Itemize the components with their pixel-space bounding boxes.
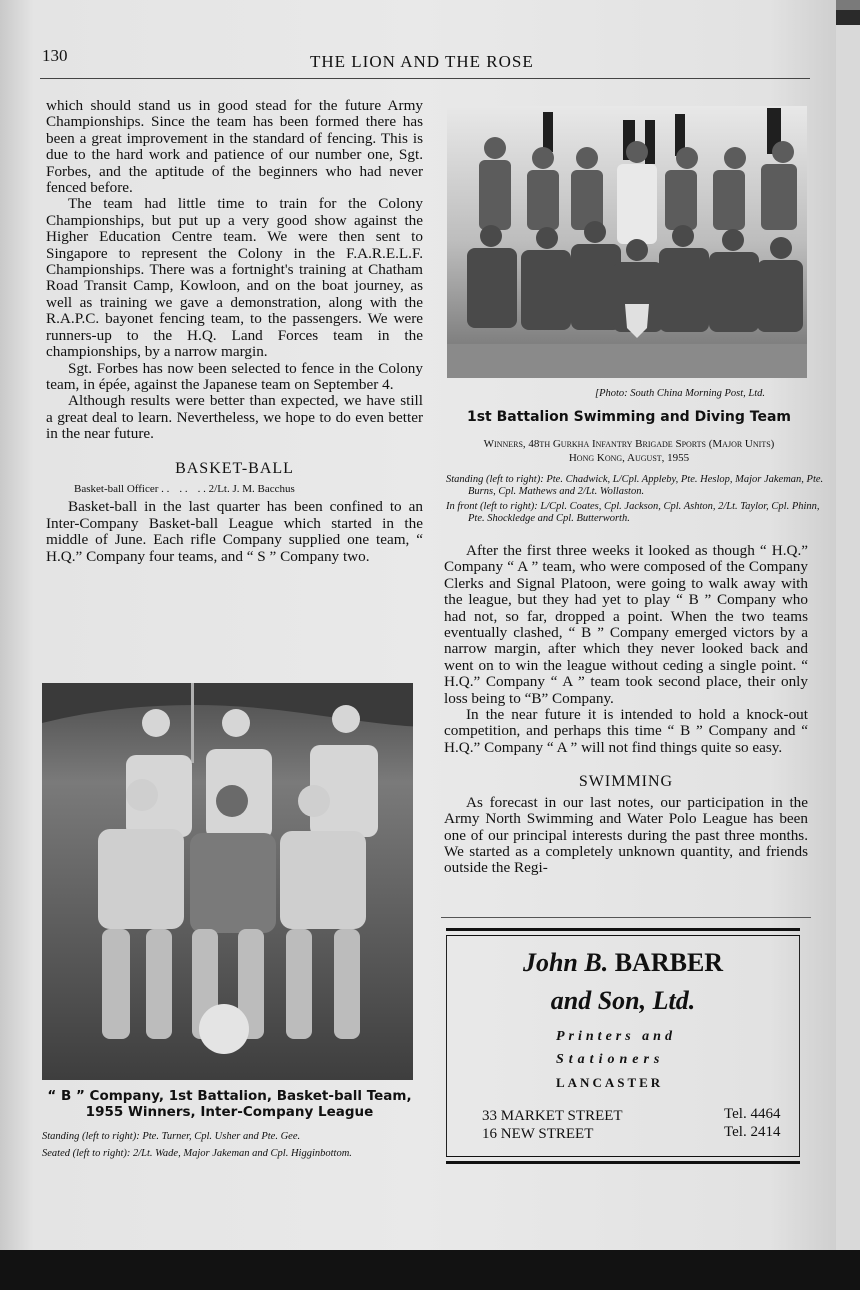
officer-dots: . . xyxy=(179,482,188,495)
paragraph: Although results were better than expected, we have still a great deal to learn. Nevertheless, we hope to do even better in the near future. xyxy=(46,392,423,443)
ad-town: LANCASTER xyxy=(556,1075,664,1090)
scan-bottom-band xyxy=(0,1250,860,1290)
swimming-team-photo-art xyxy=(447,106,807,378)
ad-name-surname: BARBER xyxy=(614,948,724,977)
section-heading-swimming: SWIMMING xyxy=(578,773,674,791)
officer-line xyxy=(74,481,423,497)
column-end-rule xyxy=(441,917,811,918)
paragraph: As forecast in our last notes, our participation in the Army North Swimming and Water Polo League has been one of our principal interests during the past three months. We started as a completely unknown quantity, and friends outside the Regi- xyxy=(444,793,808,877)
paragraph: Basket-ball in the last quarter has been confined to an Inter-Company Basket-ball League which started in the middle of June. Each rifle Company supplied one team, “ H.Q.” Company four teams, and “ S ” Company two. xyxy=(46,498,423,565)
ad-trade-1: Printers and xyxy=(556,1029,676,1044)
ad-top-rule xyxy=(446,928,800,936)
header-rule xyxy=(40,78,810,79)
next-page-edge xyxy=(836,25,860,1255)
left-column xyxy=(46,98,423,565)
basketball-team-photo xyxy=(42,683,413,1080)
photo-caption-swimming: 1st Battalion Swimming and Diving Team xyxy=(466,409,792,425)
page-number: 130 xyxy=(42,46,68,65)
ad-telephone-1: Tel. 4464 xyxy=(724,1106,781,1122)
paragraph: After the first three weeks it looked as though “ H.Q.” Company “ A ” team, who were composed of the Company Clerks and Signal Platoon, were going to walk away with the league, but they had yet to play “ B ” Company who had not, so far, dropped a point. When the two teams eventually clashed, “ B ” Company emerged victors by a narrow margin, after which they never looked back and went on to win the league without ceding a single point. “ H.Q.” Company “ A ” team took second place, their only loss being to “B” Company. xyxy=(444,542,808,707)
ad-company-suffix: and Son, Ltd. xyxy=(550,986,696,1015)
seated-names-basketball: Seated (left to right): 2/Lt. Wade, Major Jakeman and Cpl. Higginbottom. xyxy=(42,1148,352,1159)
officer-label: Basket-ball Officer . . xyxy=(74,482,170,495)
photo-credit: [Photo: South China Morning Post, Ltd. xyxy=(595,388,766,399)
ad-telephone-2: Tel. 2414 xyxy=(724,1124,781,1140)
paragraph: The team had little time to train for the Colony Championships, but put up a very good show against the Higher Education Centre team. We were then sent to Singapore to represent the Colony in the F.A.R.E.L.F. Championships. There was a fortnight's training at Chatham Road Transit Camp, Kowloon, and on the boat journey, as well as training we gave a demonstration, along with the R.A.P.C. bayonet fencing team, to the passengers. We were runners-up to the H.Q. Land Forces team in the championships, by a narrow margin. xyxy=(46,195,423,361)
running-title: THE LION AND THE ROSE xyxy=(310,52,534,71)
subcaption-line: Hong Kong, August, 1955 xyxy=(568,452,690,464)
right-column xyxy=(444,543,808,877)
photo-caption-basketball xyxy=(42,1088,417,1120)
advertisement-box xyxy=(446,928,800,1164)
front-names-swimming: In front (left to right): L/Cpl. Coates, Cpl. Jackson, Cpl. Ashton, 2/Lt. Taylor, Cpl. Phinn, Pte. Shockledge and Cpl. Butterworth. xyxy=(446,501,820,524)
subcaption-line: Winners, 48th Gurkha Infantry Brigade Sports (Major Units) xyxy=(483,438,775,450)
section-heading-basketball: BASKET-BALL xyxy=(175,459,294,477)
standing-names-basketball: Standing (left to right): Pte. Turner, Cpl. Usher and Pte. Gee. xyxy=(42,1131,301,1142)
ad-address-2: 16 NEW STREET xyxy=(482,1126,594,1142)
caption-line: “ B ” Company, 1st Battalion, Basket-ball Team, xyxy=(47,1088,412,1104)
ad-name-first: John xyxy=(522,948,578,977)
basketball-team-photo-art xyxy=(42,683,413,1080)
swimming-team-photo xyxy=(447,106,807,378)
ad-trade-2: Stationers xyxy=(556,1052,665,1067)
officer-name: . . 2/Lt. J. M. Bacchus xyxy=(197,482,295,495)
caption-line: 1955 Winners, Inter-Company League xyxy=(85,1104,374,1120)
ad-name-initial: B. xyxy=(584,948,609,977)
paragraph: In the near future it is intended to hold a knock-out competition, and perhaps this time “ B ” Company and “ H.Q.” Company “ A ” will not find things quite so easy. xyxy=(444,706,808,756)
ad-bottom-rule xyxy=(446,1156,800,1164)
ad-address-1: 33 MARKET STREET xyxy=(482,1108,623,1124)
ad-company-name xyxy=(446,948,800,978)
paragraph: Sgt. Forbes has now been selected to fence in the Colony team, in épée, against the Japanese team on September 4. xyxy=(46,359,423,393)
photo-subcaption-swimming xyxy=(446,437,812,465)
paragraph: which should stand us in good stead for the future Army Championships. Since the team has been formed there has been a great improvement in the standard of fencing. This is due to the hard work and patience of our number one, Sgt. Forbes, and the aptitude of the beginners who had never fenced before. xyxy=(46,97,423,197)
standing-names-swimming: Standing (left to right): Pte. Chadwick, L/Cpl. Appleby, Pte. Heslop, Major Jakeman, Pte. Burns, Cpl. Mathews and 2/Lt. Wollaston. xyxy=(446,474,824,497)
